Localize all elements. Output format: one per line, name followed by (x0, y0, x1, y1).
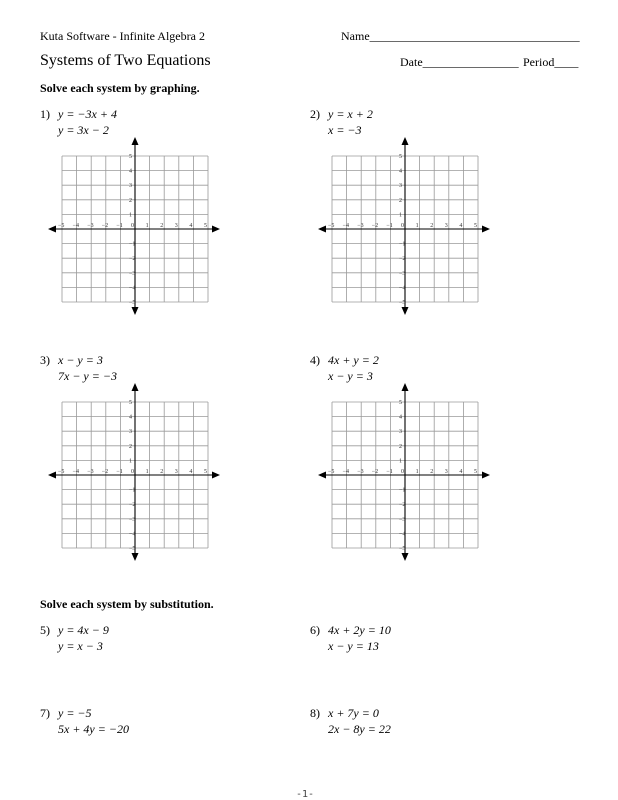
equation-1: y = 4x − 9 (58, 623, 109, 637)
y-tick-label: 5 (399, 154, 402, 160)
equation-1: 4x + 2y = 10 (328, 623, 391, 637)
equation-1: x + 7y = 0 (328, 706, 379, 720)
axis-arrow (318, 472, 326, 479)
x-tick-label: 3 (444, 469, 448, 475)
section-instruction-graphing: Solve each system by graphing. (40, 81, 200, 95)
x-tick-label: 0 (131, 223, 134, 229)
axis-arrow (212, 472, 220, 479)
grid-svg (46, 381, 222, 563)
date-line: ________________ (422, 55, 519, 69)
x-tick-label: 3 (174, 223, 178, 229)
x-tick-label: 2 (430, 469, 434, 475)
equation-2: 7x − y = −3 (58, 369, 117, 383)
axis-arrow (48, 226, 56, 233)
equation-2: y = x − 3 (58, 639, 103, 653)
y-tick-label: −2 (399, 502, 406, 509)
axis-arrow (482, 472, 490, 479)
problem-number: 4) (310, 353, 320, 367)
x-tick-label: 4 (189, 469, 193, 475)
x-tick-label: −4 (72, 223, 79, 229)
x-tick-label: 4 (459, 469, 463, 475)
x-tick-label: 1 (415, 223, 419, 229)
name-line: ___________________________________ (369, 29, 580, 43)
x-tick-label: 0 (401, 223, 404, 229)
axis-arrow (212, 226, 220, 233)
axis-arrow (132, 137, 139, 145)
grid-svg (316, 381, 492, 563)
x-tick-label: 1 (415, 469, 419, 475)
x-tick-label: 0 (401, 469, 404, 475)
coordinate-grid-4[interactable] (316, 381, 492, 563)
x-tick-label: 1 (145, 223, 149, 229)
axis-arrow (132, 307, 139, 315)
name-label: Name (341, 29, 370, 43)
x-tick-label: 3 (174, 469, 178, 475)
y-tick-label: −4 (129, 531, 136, 538)
coordinate-grid-1[interactable] (46, 135, 222, 317)
coordinate-grid-3[interactable] (46, 381, 222, 563)
x-tick-label: −5 (328, 223, 335, 229)
y-tick-label: −4 (399, 531, 406, 538)
y-tick-label: 4 (399, 414, 402, 421)
problem-number: 5) (40, 623, 50, 637)
y-tick-label: 3 (129, 429, 132, 436)
equation-2: x − y = 3 (328, 369, 373, 383)
equation-2: 2x − 8y = 22 (328, 722, 391, 736)
y-tick-label: 5 (129, 154, 132, 160)
y-tick-label: 5 (399, 400, 402, 406)
problem-number: 1) (40, 107, 50, 121)
axis-arrow (402, 553, 409, 561)
x-tick-label: −3 (87, 469, 94, 475)
page-title: Systems of Two Equations (40, 52, 211, 69)
y-tick-label: −5 (129, 546, 136, 552)
y-tick-label: 2 (129, 443, 132, 450)
equation-1: 4x + y = 2 (328, 353, 379, 367)
y-tick-label: −1 (399, 241, 406, 248)
x-tick-label: 5 (474, 469, 477, 475)
date-label: Date (400, 55, 423, 69)
axis-arrow (48, 472, 56, 479)
x-tick-label: 1 (145, 469, 149, 475)
problem-7 (40, 705, 129, 737)
x-tick-label: −3 (357, 469, 364, 475)
y-tick-label: −1 (129, 487, 136, 494)
y-tick-label: −2 (129, 502, 136, 509)
x-tick-label: 0 (131, 469, 134, 475)
y-tick-label: 2 (129, 197, 132, 204)
x-tick-label: −4 (342, 469, 349, 475)
problem-1 (40, 106, 117, 138)
name-field[interactable] (341, 29, 580, 44)
equation-1: y = −5 (58, 706, 92, 720)
period-field[interactable] (523, 55, 578, 70)
equation-1: y = x + 2 (328, 107, 373, 121)
x-tick-label: 5 (204, 223, 207, 229)
x-tick-label: 5 (204, 469, 207, 475)
y-tick-label: −1 (399, 487, 406, 494)
period-label: Period (523, 55, 555, 69)
axis-arrow (402, 307, 409, 315)
problem-3 (40, 352, 117, 384)
y-tick-label: 1 (129, 458, 132, 465)
axis-arrow (132, 553, 139, 561)
x-tick-label: 2 (160, 469, 164, 475)
software-label: Kuta Software - Infinite Algebra 2 (40, 29, 205, 43)
y-tick-label: 1 (399, 458, 402, 465)
x-tick-label: 5 (474, 223, 477, 229)
y-tick-label: 5 (129, 400, 132, 406)
x-tick-label: −1 (116, 223, 123, 229)
y-tick-label: 2 (399, 197, 402, 204)
x-tick-label: −1 (386, 469, 393, 475)
x-tick-label: −5 (58, 223, 65, 229)
equation-1: y = −3x + 4 (58, 107, 117, 121)
x-tick-label: −1 (386, 223, 393, 229)
problem-number: 3) (40, 353, 50, 367)
grid-svg (46, 135, 222, 317)
y-tick-label: −3 (399, 270, 406, 277)
date-field[interactable] (400, 55, 519, 70)
x-tick-label: 2 (160, 223, 164, 229)
x-tick-label: 2 (430, 223, 434, 229)
y-tick-label: −2 (129, 256, 136, 263)
problem-number: 8) (310, 706, 320, 720)
problem-number: 2) (310, 107, 320, 121)
x-tick-label: −1 (116, 469, 123, 475)
x-tick-label: −2 (371, 469, 379, 475)
y-tick-label: −3 (399, 516, 406, 523)
y-tick-label: 4 (129, 168, 132, 175)
x-tick-label: −2 (371, 223, 379, 229)
y-tick-label: 3 (399, 183, 402, 190)
y-tick-label: −5 (399, 546, 406, 552)
page-number: -1- (296, 789, 315, 800)
x-tick-label: −3 (87, 223, 94, 229)
y-tick-label: 4 (129, 414, 132, 421)
equation-2: x − y = 13 (328, 639, 379, 653)
y-tick-label: 1 (399, 212, 402, 219)
axis-arrow (402, 137, 409, 145)
x-tick-label: −2 (101, 223, 109, 229)
y-tick-label: 3 (129, 183, 132, 190)
x-tick-label: 4 (189, 223, 193, 229)
x-tick-label: −4 (342, 223, 349, 229)
equation-1: x − y = 3 (58, 353, 103, 367)
section-instruction-substitution: Solve each system by substitution. (40, 597, 214, 611)
y-tick-label: −5 (399, 300, 406, 306)
y-tick-label: 1 (129, 212, 132, 219)
period-line: ____ (554, 55, 579, 69)
equation-2: y = 3x − 2 (58, 123, 109, 137)
x-tick-label: −5 (328, 469, 335, 475)
y-tick-label: −5 (129, 300, 136, 306)
problem-number: 6) (310, 623, 320, 637)
y-tick-label: −4 (399, 285, 406, 292)
problem-2 (310, 106, 373, 138)
axis-arrow (318, 226, 326, 233)
equation-2: x = −3 (328, 123, 362, 137)
y-tick-label: −3 (129, 516, 136, 523)
problem-8 (310, 705, 391, 737)
x-tick-label: −4 (72, 469, 79, 475)
axis-arrow (132, 383, 139, 391)
axis-arrow (482, 226, 490, 233)
y-tick-label: −1 (129, 241, 136, 248)
y-tick-label: 2 (399, 443, 402, 450)
y-tick-label: −2 (399, 256, 406, 263)
grid-svg (316, 135, 492, 317)
y-tick-label: 4 (399, 168, 402, 175)
problem-4 (310, 352, 379, 384)
x-tick-label: −5 (58, 469, 65, 475)
axis-arrow (402, 383, 409, 391)
y-tick-label: 3 (399, 429, 402, 436)
x-tick-label: 4 (459, 223, 463, 229)
x-tick-label: −2 (101, 469, 109, 475)
problem-number: 7) (40, 706, 50, 720)
problem-5 (40, 622, 109, 654)
x-tick-label: −3 (357, 223, 364, 229)
y-tick-label: −3 (129, 270, 136, 277)
coordinate-grid-2[interactable] (316, 135, 492, 317)
problem-6 (310, 622, 391, 654)
equation-2: 5x + 4y = −20 (58, 722, 129, 736)
x-tick-label: 3 (444, 223, 448, 229)
y-tick-label: −4 (129, 285, 136, 292)
